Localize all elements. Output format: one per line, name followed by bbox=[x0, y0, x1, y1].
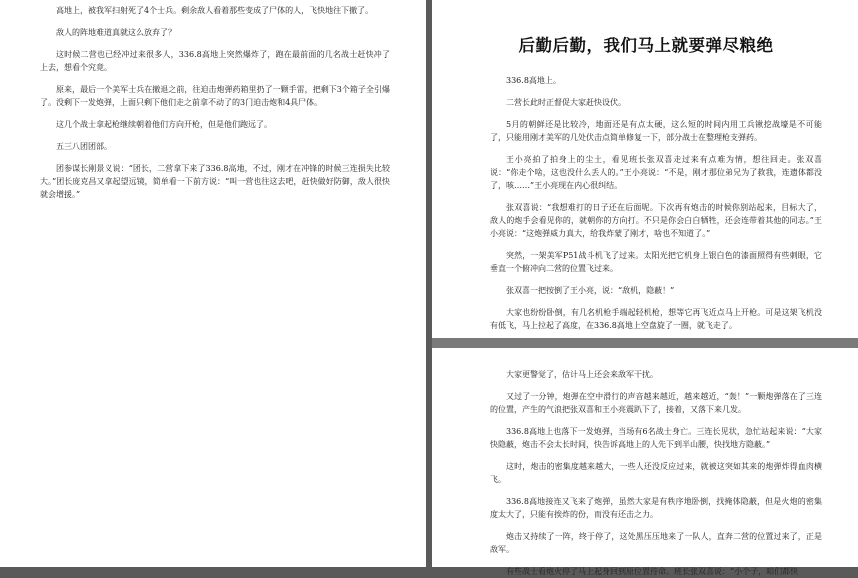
paragraph: 又过了一分钟，炮弹在空中滑行的声音越来越近，越来越近，“轰！”一颗炮弹落在了三连的位置，产生的气浪把张双喜和王小亮震趴下了，接着，又落下来几发。 bbox=[490, 392, 822, 414]
left-page bbox=[0, 0, 426, 567]
paragraph: 这时候二营也已经冲过来很多人，336.8高地上突然爆炸了，跑在最前面的几名战士赶快冲了上去，想看个究竟。 bbox=[40, 50, 390, 72]
right-page-sheet-top bbox=[432, 0, 858, 338]
paragraph: 高地上，被我军扫射死了4个士兵。剩余敌人看着那些变成了尸体的人，飞快地往下撤了。 bbox=[56, 6, 374, 15]
page-break-gap bbox=[432, 338, 858, 348]
paragraph: 5月的朝鲜还是比较冷，地面还是有点太硬，这么短的时间内用工兵锹挖战壕是不可能了，只能用刚才美军的几处伏击点简单修复一下，部分战士在整理枪支弹药。 bbox=[490, 120, 822, 142]
paragraph: 王小亮拍了拍身上的尘土，看见班长张双喜走过来有点难为情，想往回走。张双喜说：“你走个啥，这也没什么丢人的。”王小亮说：“不是，刚才那位弟兄为了救我，连遗体都没了，咳……”王小亮现在内心很纠结。 bbox=[490, 155, 822, 190]
paragraph: 张双喜一把按倒了王小亮，说：“敌机，隐蔽！” bbox=[506, 286, 675, 295]
paragraph: 突然，一架美军P51战斗机飞了过来。太阳光把它机身上银白色的漆面照得有些刺眼，它垂直一个俯冲向二营的位置飞过来。 bbox=[490, 251, 822, 273]
paragraph: 336.8高地上。 bbox=[506, 76, 561, 85]
paragraph: 二营长此时正督促大家赶快设伏。 bbox=[506, 98, 626, 107]
paragraph: 336.8高地上也落下一发炮弹，当场有6名战士身亡。三连长见状，急忙站起来说：“大家快隐蔽，炮击不会太长时间，快告诉高地上的人先下到半山腰，快找地方隐蔽。” bbox=[490, 427, 822, 449]
right-page bbox=[432, 0, 858, 576]
paragraph: 336.8高地接连又飞来了炮弹，虽然大家是有秩序地卧倒，找掩体隐蔽，但是火炮的密集度太大了，只能有挨炸的份，而没有还击之力。 bbox=[490, 497, 822, 519]
paragraph: 张双喜说：“我想难打的日子还在后面呢。下次再有炮击的时候你别站起来，目标大了，敌人的炮手会看见你的，就朝你的方向打。不只是你会白白牺牲，还会连带着其他的同志。”王小亮说：“这炮弹威力真大，给我炸蒙了刚才，啥也不知道了。” bbox=[490, 203, 822, 238]
paragraph: 团参谋长刚景义说：“团长，二营拿下来了336.8高地，不过，刚才在冲锋的时候三连损失比较大。”团长庞克昌又拿起望远镜，简单看一下前方说：“叫一营也往这去吧，赶快做好防御，敌人很快就会增援。” bbox=[40, 164, 390, 199]
paragraph: 这时，炮击的密集度越来越大，一些人还没反应过来，就被这突如其来的炮弹炸得血肉横飞。 bbox=[490, 462, 822, 484]
paragraph: 大家更警觉了，估计马上还会来敌军干扰。 bbox=[506, 370, 658, 379]
right-page-sheet-bottom bbox=[432, 348, 858, 576]
paragraph: 有些战士看炮火停了马上起身回到原位置待命。班长张双喜说：“小个子，咱们都快 bbox=[506, 567, 799, 576]
left-page-body bbox=[40, 4, 390, 201]
paragraph: 敌人的阵地难道真就这么放弃了？ bbox=[56, 28, 176, 37]
paragraph: 五三八团团部。 bbox=[56, 142, 112, 151]
paragraph: 原来，最后一个美军士兵在撤退之前，往迫击炮弹药箱里扔了一颗手雷，把剩下3个箱子全引爆了。没剩下一发炮弹，上面只剩下他们走之前拿不动了的3门迫击炮和4具尸体。 bbox=[40, 85, 390, 107]
chapter-title: 后勤后勤，我们马上就要弹尽粮绝 bbox=[518, 36, 774, 55]
paragraph: 炮击又持续了一阵，终于停了，这处黑压压地来了一队人，直奔二营的位置过来了，正是敌军。 bbox=[490, 532, 822, 554]
paragraph: 大家也纷纷卧倒，有几名机枪手端起轻机枪，想等它再飞近点马上开枪。可是这架飞机没有低飞，马上拉起了高度，在336.8高地上空盘旋了一圈，就飞走了。 bbox=[490, 308, 822, 330]
paragraph: 这几个战士拿起枪继续朝着他们方向开枪，但是他们跑远了。 bbox=[56, 120, 272, 129]
